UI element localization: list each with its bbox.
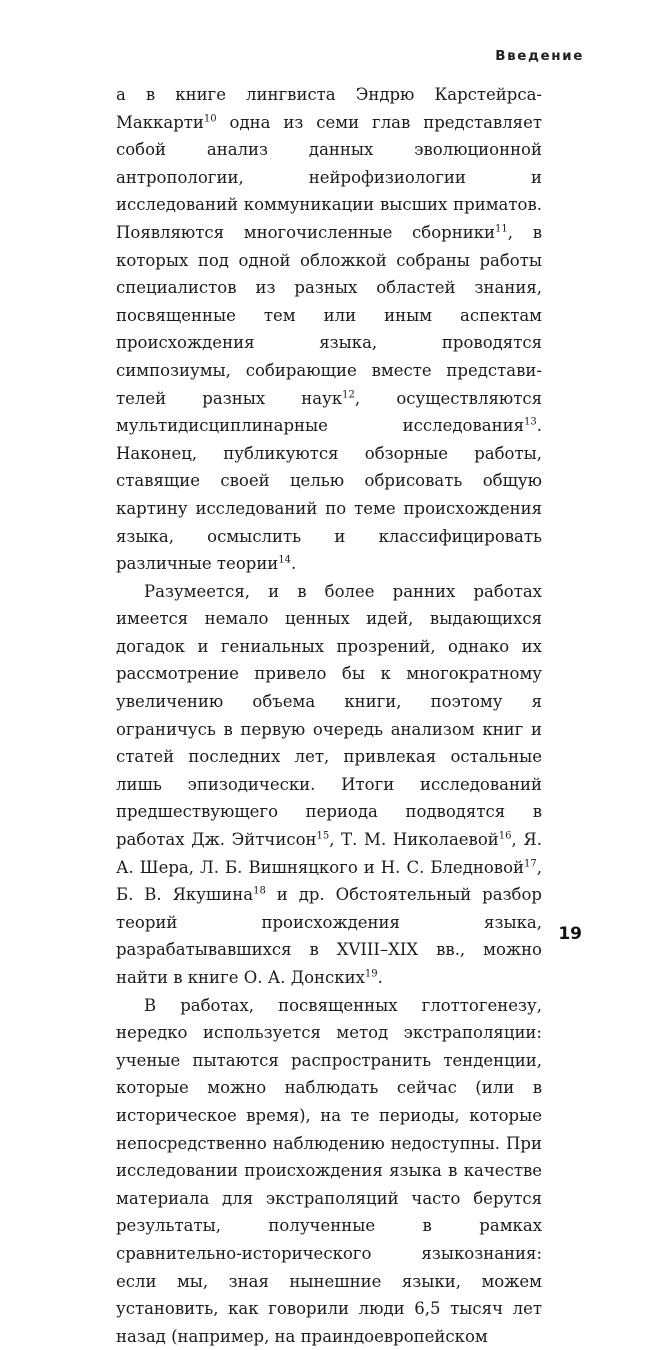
footnote-ref-10: 10 [203,113,217,125]
paragraph-2-text: , Б. В. Якушина [116,857,542,905]
paragraph-1-text: одна из семи глав представляет собой анализ данных эволюционной антропологии, нейрофизиологии и исследований коммуникации высших приматов. Появляются многочисленные сборники [116,112,542,242]
footnote-ref-15: 15 [316,830,330,842]
paragraph-1 [116,81,542,578]
paragraph-3-text: В работах, посвященных глоттогенезу, нередко используется метод экстраполяции: ученые пытаются распространить тенденции, которые можно наблюдать сейчас (или в историческое время), на те периоды, которые непосредственно наблюдению недоступны. При исследовании происхождения языка в качестве материала для экстраполяций часто берутся результаты, полученные в рамках сравнительно-исторического языкознания: если мы, зная нынешние языки, можем установить, как говорили люди 6,5 тысяч лет назад (например, на праиндоевропейском [116,995,542,1346]
paragraph-1-text: а в книге лингвиста Эндрю Карстейрса-Маккарти [116,85,542,132]
footnote-ref-14: 14 [278,554,292,566]
footnote-ref-19: 19 [364,968,378,980]
paragraph-1-text: , осуществляются мультидисциплинарные исследования [116,388,542,436]
footnote-ref-18: 18 [253,885,266,897]
paragraph-1-text: . Наконец, публикуются обзорные работы, ставящие своей целью обрисовать общую картину исследований по теме происхождения языка, осмыслить и классифицировать различные теории [116,416,542,574]
paragraph-2-text: Разумеется, и в более ранних работах имеется немало ценных идей, выдающихся догадок и гениальных прозрений, однако их рассмотрение привело бы к многократному увеличению объема книги, поэтому я ограничусь в первую очередь анализом книг и статей последних лет, привлекая остальные лишь эпизодически. Итоги исследований предшествующего периода подводятся в работах Дж. Эйтчисон [116,581,542,850]
footnote-ref-11: 11 [495,223,508,235]
paragraph-2-text: и др. Обстоятельный разбор теорий происхождения языка, разрабатывавшихся в XVIII–XIX вв., можно найти в книге О. А. Донских [116,885,542,987]
footnote-ref-12: 12 [342,389,355,401]
footnote-ref-16: 16 [498,830,512,842]
paragraph-2-text: , Я. А. Шера, Л. Б. Вишняцкого и Н. С. Бледновой [116,830,543,877]
running-head: Введение [495,48,584,64]
paragraph-2 [116,578,542,992]
body-text [116,81,542,1350]
page-number: 19 [558,924,582,944]
footnote-ref-13: 13 [524,416,537,428]
paragraph-1-text: . [291,554,297,574]
paragraph-2-text: . [377,968,383,987]
paragraph-2-text: , Т. М. Николаевой [329,830,499,850]
paragraph-3 [116,992,542,1350]
footnote-ref-17: 17 [524,858,537,870]
paragraph-1-text: , в которых под одной обложкой собраны работы специалистов из разных областей знания, посвященные тем или иным аспектам происхождения языка, проводятся симпозиумы, собирающие вместе представителей разных наук [116,222,543,408]
